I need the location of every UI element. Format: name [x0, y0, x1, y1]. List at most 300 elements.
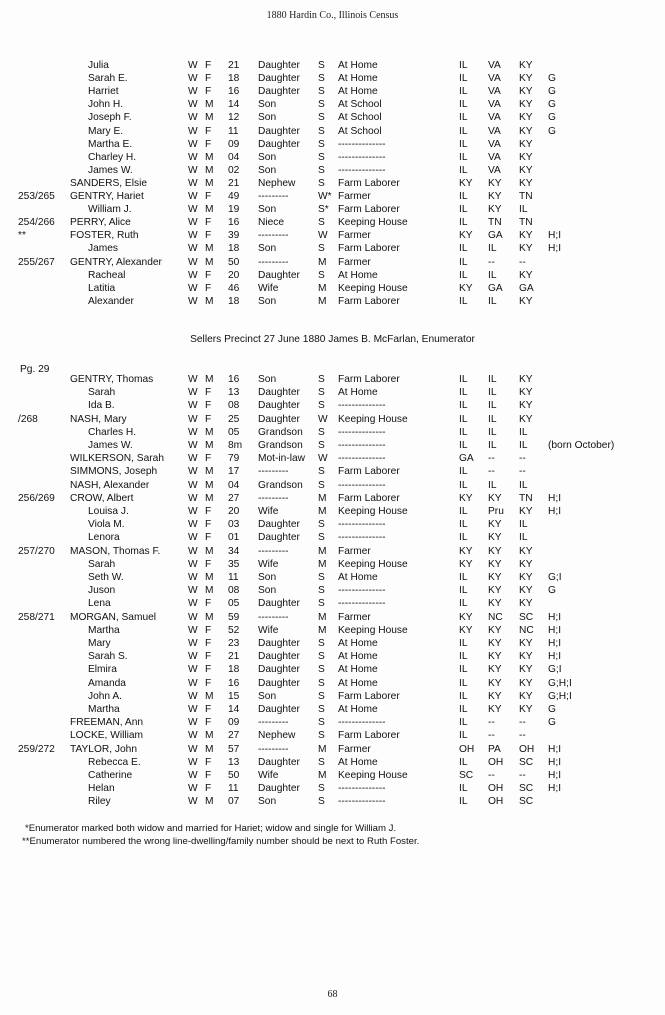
sex-code: M [205, 151, 214, 163]
notes-code: G [548, 99, 556, 111]
person-name: SIMMONS, Joseph [70, 466, 158, 478]
relationship: --------- [258, 256, 289, 268]
race-code: W [188, 282, 198, 294]
race-code: W [188, 624, 198, 636]
occupation: Farm Laborer [338, 730, 400, 742]
census-row [0, 769, 665, 782]
notes-code: G [548, 125, 556, 137]
father-birthplace: PA [488, 743, 501, 755]
sex-code: F [205, 400, 212, 412]
sex-code: M [205, 426, 214, 438]
marital-status: S [318, 86, 325, 98]
marital-status: S [318, 164, 325, 176]
sex-code: M [205, 545, 214, 557]
marital-status: S [318, 387, 325, 399]
father-birthplace: KY [488, 677, 502, 689]
age-value: 17 [228, 466, 240, 478]
birthplace: IL [459, 440, 468, 451]
household-id: 258/271 [18, 611, 55, 623]
mother-birthplace: TN [519, 191, 533, 202]
mother-birthplace: KY [519, 585, 533, 597]
father-birthplace: KY [488, 519, 502, 531]
birthplace: IL [459, 151, 468, 163]
birthplace: IL [459, 374, 468, 385]
sex-code: F [205, 704, 212, 715]
sex-code: F [205, 387, 212, 399]
sex-code: M [205, 374, 214, 385]
person-name: MORGAN, Samuel [70, 611, 157, 623]
census-row [0, 151, 665, 164]
occupation: Keeping House [338, 506, 408, 517]
occupation: Farm Laborer [338, 243, 400, 255]
marital-status: S [318, 677, 325, 689]
birthplace: GA [459, 453, 474, 465]
mother-birthplace: -- [519, 466, 526, 478]
person-name: FREEMAN, Ann [70, 717, 144, 729]
mother-birthplace: KY [519, 506, 533, 517]
birthplace: IL [459, 204, 468, 216]
mother-birthplace: KY [519, 112, 533, 124]
race-code: W [188, 506, 198, 517]
birthplace: IL [459, 73, 468, 85]
relationship: Grandson [258, 440, 303, 451]
relationship: --------- [258, 611, 289, 623]
marital-status: S [318, 112, 325, 124]
age-value: 50 [228, 256, 240, 268]
relationship: Nephew [258, 730, 296, 742]
race-code: W [188, 151, 198, 163]
census-row [0, 125, 665, 138]
sex-code: M [205, 243, 214, 255]
sex-code: F [205, 558, 212, 570]
marital-status: M [318, 770, 327, 781]
occupation: Farm Laborer [338, 466, 400, 478]
occupation: Farm Laborer [338, 492, 400, 504]
household-id: ** [18, 230, 26, 242]
census-row [0, 743, 665, 756]
marital-status: S [318, 177, 325, 189]
age-value: 27 [228, 730, 240, 742]
birthplace: IL [459, 164, 468, 176]
birthplace: IL [459, 217, 468, 229]
race-code: W [188, 730, 198, 742]
household-id: 259/272 [18, 743, 55, 755]
census-row [0, 72, 665, 85]
occupation: At School [338, 99, 382, 111]
marital-status: S [318, 664, 325, 676]
person-name: GENTRY, Hariet [70, 191, 144, 202]
occupation: -------------- [338, 796, 386, 808]
census-row [0, 111, 665, 124]
age-value: 52 [228, 624, 240, 636]
race-code: W [188, 585, 198, 597]
household-id: 256/269 [18, 492, 55, 504]
age-value: 04 [228, 479, 240, 491]
age-value: 05 [228, 598, 240, 610]
person-name: Racheal [88, 269, 126, 281]
census-row [0, 85, 665, 98]
race-code: W [188, 230, 198, 242]
father-birthplace: IL [488, 269, 497, 281]
mother-birthplace: NC [519, 624, 534, 636]
birthplace: KY [459, 558, 473, 570]
census-row [0, 624, 665, 637]
mother-birthplace: KY [519, 558, 533, 570]
birthplace: IL [459, 532, 468, 544]
person-name: Seth W. [88, 572, 124, 583]
mother-birthplace: OH [519, 743, 535, 755]
age-value: 11 [228, 125, 239, 137]
sex-code: F [205, 638, 212, 649]
mother-birthplace: KY [519, 651, 533, 663]
age-value: 02 [228, 164, 240, 176]
mother-birthplace: -- [519, 453, 526, 465]
marital-status: S [318, 243, 325, 255]
mother-birthplace: -- [519, 717, 526, 729]
birthplace: IL [459, 125, 468, 137]
age-value: 57 [228, 743, 240, 755]
occupation: At Home [338, 664, 378, 676]
relationship: Son [258, 164, 277, 176]
relationship: Grandson [258, 426, 303, 438]
age-value: 16 [228, 86, 240, 98]
occupation: -------------- [338, 453, 386, 465]
relationship: Daughter [258, 400, 300, 412]
marital-status: S [318, 796, 325, 808]
notes-code: G [548, 73, 556, 85]
occupation: Farmer [338, 743, 371, 755]
sex-code: F [205, 269, 212, 281]
father-birthplace: VA [488, 60, 501, 71]
race-code: W [188, 704, 198, 715]
race-code: W [188, 690, 198, 702]
age-value: 13 [228, 756, 240, 768]
occupation: -------------- [338, 400, 386, 412]
census-row [0, 479, 665, 492]
census-row [0, 282, 665, 295]
marital-status: S [318, 138, 325, 150]
race-code: W [188, 60, 198, 71]
mother-birthplace: -- [519, 730, 526, 742]
father-birthplace: IL [488, 440, 497, 451]
marital-status: S [318, 217, 325, 229]
birthplace: IL [459, 138, 468, 150]
relationship: Son [258, 690, 277, 702]
mother-birthplace: TN [519, 217, 533, 229]
census-row [0, 558, 665, 571]
age-value: 50 [228, 770, 240, 781]
notes-code: H;I [548, 624, 562, 636]
father-birthplace: VA [488, 112, 501, 124]
notes-code: G;I [548, 664, 562, 676]
person-name: Joseph F. [88, 112, 132, 124]
age-value: 21 [228, 177, 240, 189]
mother-birthplace: KY [519, 269, 533, 281]
birthplace: IL [459, 400, 468, 412]
age-value: 39 [228, 230, 240, 242]
notes-code: H;I [548, 651, 562, 663]
census-row [0, 413, 665, 426]
notes-code: G;H;I [548, 690, 572, 702]
age-value: 21 [228, 60, 240, 71]
sex-code: F [205, 651, 212, 663]
relationship: --------- [258, 545, 289, 557]
race-code: W [188, 677, 198, 689]
occupation: -------------- [338, 151, 386, 163]
marital-status: S [318, 99, 325, 111]
father-birthplace: IL [488, 243, 497, 255]
census-row [0, 203, 665, 216]
person-name: TAYLOR, John [70, 743, 137, 755]
race-code: W [188, 413, 198, 425]
age-value: 08 [228, 585, 240, 597]
relationship: --------- [258, 466, 289, 478]
marital-status: S [318, 651, 325, 663]
mother-birthplace: KY [519, 125, 533, 137]
census-row [0, 690, 665, 703]
age-value: 11 [228, 783, 239, 795]
notes-code: G [548, 86, 556, 98]
relationship: --------- [258, 743, 289, 755]
relationship: Wife [258, 558, 279, 570]
birthplace: IL [459, 269, 468, 281]
occupation: At Home [338, 73, 378, 85]
sex-code: M [205, 440, 214, 451]
notes-code: G;H;I [548, 677, 572, 689]
footnote-2: **Enumerator numbered the wrong line-dwelling/family number should be next to Ruth Foster. [22, 836, 420, 847]
occupation: At Home [338, 387, 378, 399]
father-birthplace: IL [488, 387, 497, 399]
relationship: Son [258, 243, 277, 255]
relationship: Son [258, 796, 277, 808]
census-row [0, 439, 665, 452]
birthplace: SC [459, 770, 474, 781]
sex-code: M [205, 730, 214, 742]
person-name: Latitia [88, 282, 116, 294]
census-row [0, 703, 665, 716]
relationship: Son [258, 295, 277, 307]
marital-status: S [318, 374, 325, 385]
birthplace: KY [459, 177, 473, 189]
birthplace: KY [459, 624, 473, 636]
mother-birthplace: KY [519, 572, 533, 583]
marital-status: S [318, 269, 325, 281]
census-row [0, 386, 665, 399]
age-value: 59 [228, 611, 240, 623]
birthplace: KY [459, 230, 473, 242]
mother-birthplace: IL [519, 532, 528, 544]
father-birthplace: KY [488, 545, 502, 557]
marital-status: S [318, 151, 325, 163]
census-row [0, 98, 665, 111]
mother-birthplace: KY [519, 545, 533, 557]
race-code: W [188, 374, 198, 385]
census-row [0, 531, 665, 544]
father-birthplace: KY [488, 598, 502, 610]
mother-birthplace: IL [519, 426, 528, 438]
relationship: Son [258, 112, 277, 124]
notes-code: G;I [548, 572, 562, 583]
birthplace: IL [459, 756, 468, 768]
marital-status: W [318, 453, 328, 465]
census-row [0, 190, 665, 203]
occupation: At Home [338, 638, 378, 649]
race-code: W [188, 756, 198, 768]
sex-code: F [205, 413, 212, 425]
birthplace: IL [459, 677, 468, 689]
person-name: SANDERS, Elsie [70, 177, 147, 189]
age-value: 07 [228, 796, 240, 808]
mother-birthplace: SC [519, 756, 534, 768]
notes-code: H;I [548, 770, 562, 781]
age-value: 09 [228, 717, 240, 729]
father-birthplace: Pru [488, 506, 504, 517]
occupation: Farmer [338, 230, 371, 242]
race-code: W [188, 532, 198, 544]
father-birthplace: KY [488, 492, 502, 504]
census-row [0, 465, 665, 478]
birthplace: IL [459, 704, 468, 715]
age-value: 08 [228, 400, 240, 412]
father-birthplace: -- [488, 453, 495, 465]
father-birthplace: KY [488, 191, 502, 202]
race-code: W [188, 466, 198, 478]
relationship: Son [258, 585, 277, 597]
race-code: W [188, 269, 198, 281]
person-name: Harriet [88, 86, 119, 98]
marital-status: S [318, 585, 325, 597]
person-name: NASH, Alexander [70, 479, 150, 491]
age-value: 21 [228, 651, 240, 663]
birthplace: IL [459, 730, 468, 742]
person-name: Riley [88, 796, 111, 808]
notes-code: H;I [548, 743, 562, 755]
person-name: Martha [88, 704, 120, 715]
father-birthplace: -- [488, 730, 495, 742]
relationship: Nephew [258, 177, 296, 189]
age-value: 04 [228, 151, 240, 163]
race-code: W [188, 217, 198, 229]
father-birthplace: KY [488, 651, 502, 663]
relationship: Daughter [258, 756, 300, 768]
age-value: 46 [228, 282, 240, 294]
birthplace: IL [459, 519, 468, 531]
marital-status: S [318, 426, 325, 438]
birthplace: IL [459, 112, 468, 124]
occupation: At Home [338, 86, 378, 98]
notes-code: H;I [548, 230, 562, 242]
notes-code: H;I [548, 638, 562, 649]
person-name: NASH, Mary [70, 413, 127, 425]
relationship: Son [258, 374, 277, 385]
sex-code: F [205, 532, 212, 544]
person-name: Sarah [88, 387, 116, 399]
father-birthplace: KY [488, 532, 502, 544]
precinct-heading: Sellers Precinct 27 June 1880 James B. McFarlan, Enumerator [190, 334, 475, 345]
sex-code: F [205, 717, 212, 729]
relationship: Daughter [258, 86, 300, 98]
person-name: LOCKE, William [70, 730, 144, 742]
occupation: Keeping House [338, 770, 408, 781]
relationship: Son [258, 151, 277, 163]
race-code: W [188, 651, 198, 663]
occupation: At Home [338, 651, 378, 663]
sex-code: M [205, 112, 214, 124]
mother-birthplace: KY [519, 664, 533, 676]
relationship: Son [258, 204, 277, 216]
birthplace: IL [459, 572, 468, 583]
birthplace: IL [459, 796, 468, 808]
marital-status: M [318, 506, 327, 517]
age-value: 16 [228, 217, 240, 229]
person-name: Ida B. [88, 400, 115, 412]
census-row [0, 650, 665, 663]
race-code: W [188, 243, 198, 255]
father-birthplace: NC [488, 611, 503, 623]
mother-birthplace: KY [519, 387, 533, 399]
race-code: W [188, 112, 198, 124]
census-row [0, 242, 665, 255]
mother-birthplace: SC [519, 783, 534, 795]
birthplace: IL [459, 638, 468, 649]
occupation: Farmer [338, 545, 371, 557]
birthplace: IL [459, 191, 468, 202]
marital-status: M [318, 624, 327, 636]
census-row [0, 177, 665, 190]
age-value: 18 [228, 73, 240, 85]
occupation: Farmer [338, 611, 371, 623]
father-birthplace: -- [488, 717, 495, 729]
father-birthplace: KY [488, 664, 502, 676]
person-name: Rebecca E. [88, 756, 141, 768]
census-row [0, 545, 665, 558]
age-value: 01 [228, 532, 240, 544]
mother-birthplace: KY [519, 677, 533, 689]
sex-code: M [205, 256, 214, 268]
marital-status: M [318, 743, 327, 755]
person-name: Sarah S. [88, 651, 128, 663]
marital-status: S [318, 440, 325, 451]
sex-code: M [205, 99, 214, 111]
birthplace: OH [459, 743, 475, 755]
age-value: 12 [228, 112, 240, 124]
birthplace: IL [459, 783, 468, 795]
father-birthplace: KY [488, 704, 502, 715]
person-name: Juson [88, 585, 116, 597]
person-name: GENTRY, Thomas [70, 374, 154, 385]
sex-code: F [205, 60, 212, 71]
father-birthplace: GA [488, 282, 503, 294]
page-header: 1880 Hardin Co., Illinois Census [266, 10, 399, 21]
father-birthplace: OH [488, 783, 504, 795]
race-code: W [188, 138, 198, 150]
marital-status: S [318, 479, 325, 491]
occupation: -------------- [338, 598, 386, 610]
sex-code: F [205, 624, 212, 636]
sex-code: F [205, 756, 212, 768]
mother-birthplace: IL [519, 204, 528, 216]
birthplace: IL [459, 413, 468, 425]
relationship: Daughter [258, 125, 300, 137]
relationship: Daughter [258, 704, 300, 715]
race-code: W [188, 177, 198, 189]
person-name: Charles H. [88, 426, 137, 438]
relationship: Son [258, 99, 277, 111]
marital-status: W [318, 413, 328, 425]
notes-code: G [548, 704, 556, 715]
father-birthplace: OH [488, 756, 504, 768]
age-value: 09 [228, 138, 240, 150]
